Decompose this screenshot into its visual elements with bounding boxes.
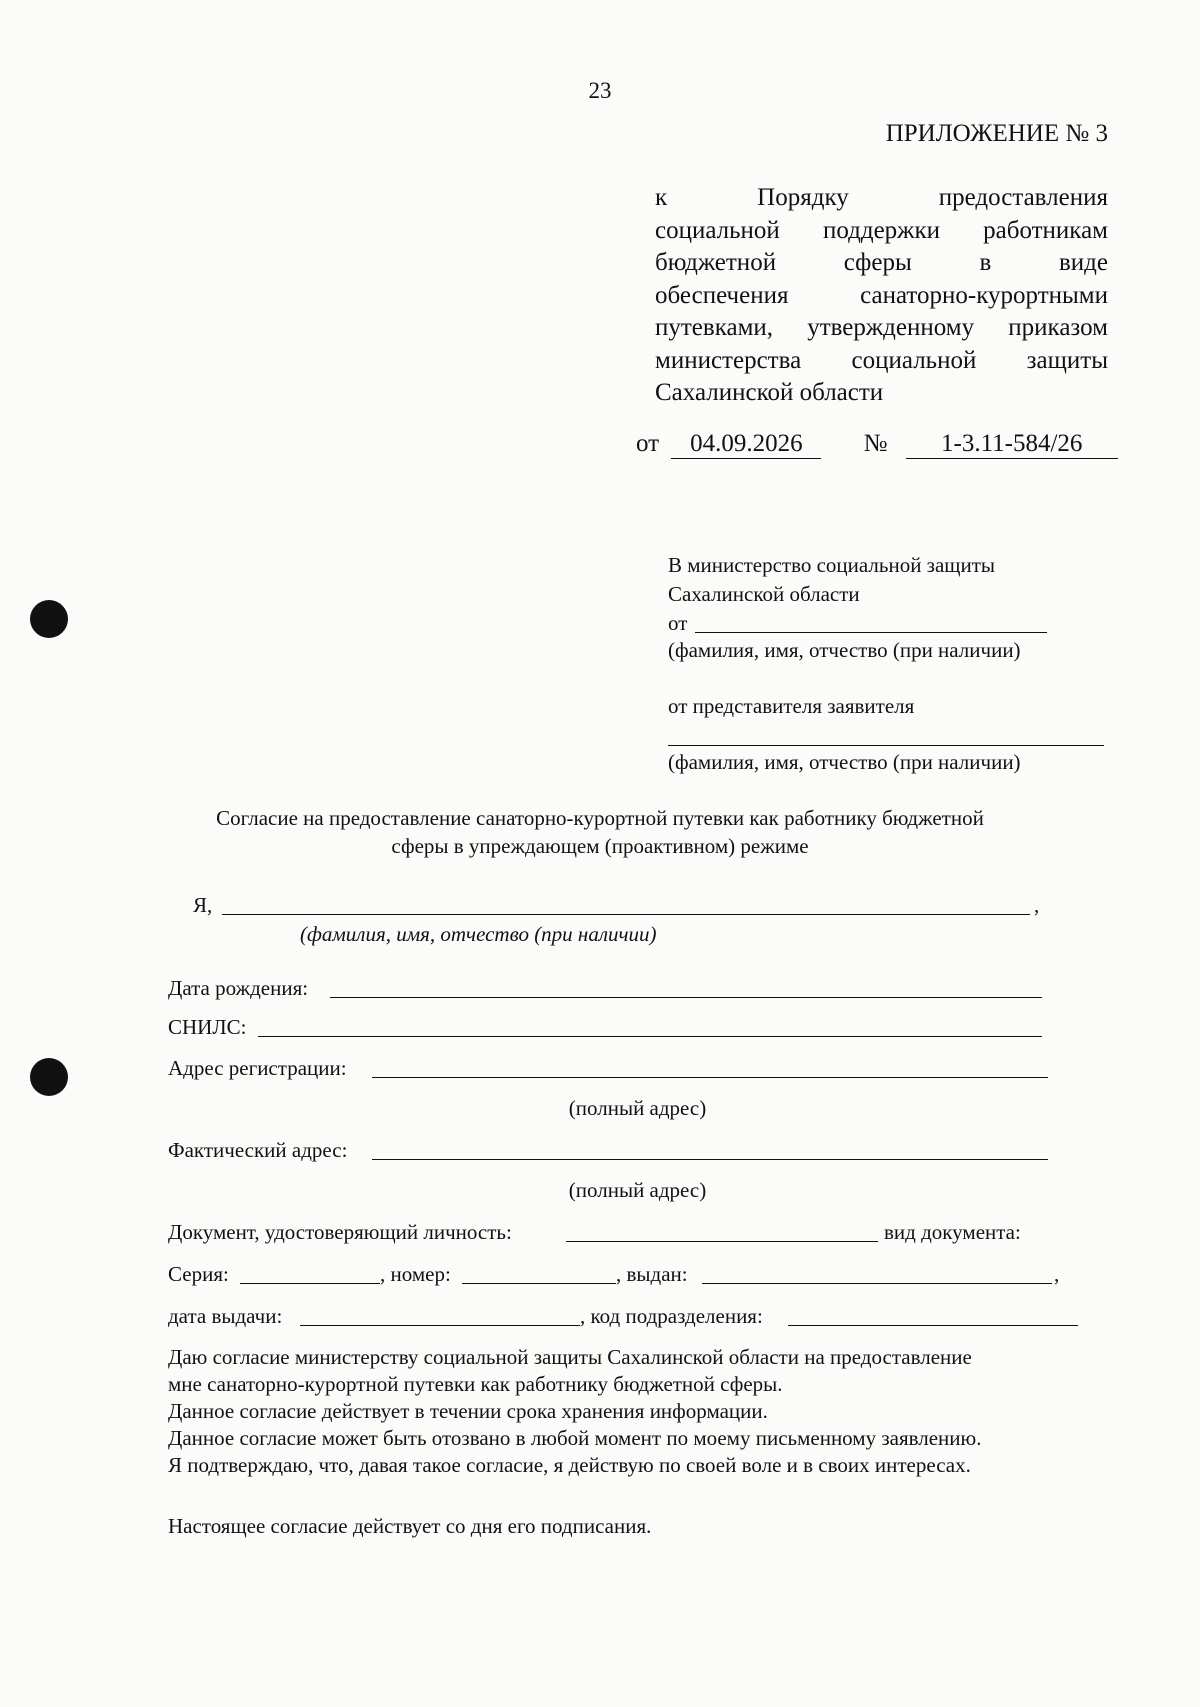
reference-line: социальной поддержки работникам <box>655 216 1108 244</box>
reference-line: Сахалинской области <box>655 379 884 406</box>
subdivision-code-field[interactable] <box>788 1325 1078 1326</box>
consent-title-line2: сферы в упреждающем (проактивном) режиме <box>391 834 809 858</box>
reference-line: обеспечения санаторно-курортными <box>655 281 1108 309</box>
applicant-from-label: от <box>668 611 688 635</box>
page-number: 23 <box>588 78 612 103</box>
issued-by-field[interactable] <box>702 1283 1052 1284</box>
consent-line: Данное согласие действует в течении срока хранения информации. <box>168 1399 768 1423</box>
number-label: , номер: <box>380 1262 451 1286</box>
identity-document-label: Документ, удостоверяющий личность: <box>168 1220 512 1244</box>
registration-address-label: Адрес регистрации: <box>168 1056 347 1080</box>
order-number: 1-3.11-584/26 <box>906 430 1118 459</box>
identity-document-field[interactable] <box>566 1241 878 1242</box>
addressee-line1: В министерство социальной защиты <box>668 553 995 577</box>
consent-line: мне санаторно-курортной путевки как работнику бюджетной сферы. <box>168 1372 783 1396</box>
appendix-reference <box>655 182 1108 410</box>
reference-line: министерства социальной защиты <box>655 346 1108 374</box>
subdivision-code-label: , код подразделения: <box>580 1304 763 1328</box>
birth-date-label: Дата рождения: <box>168 976 309 1000</box>
applicant-name-hint: (фамилия, имя, отчество (при наличии) <box>668 638 1021 662</box>
issued-label: , выдан: <box>616 1262 688 1286</box>
representative-name-field[interactable] <box>668 745 1104 746</box>
issue-date-label: дата выдачи: <box>168 1304 283 1328</box>
registration-address-hint: (полный адрес) <box>568 1096 707 1120</box>
snils-label: СНИЛС: <box>168 1015 247 1039</box>
fio-comma: , <box>1034 893 1040 917</box>
document-type-label: вид документа: <box>884 1220 1021 1244</box>
order-date: 04.09.2026 <box>671 430 821 459</box>
representative-name-hint: (фамилия, имя, отчество (при наличии) <box>668 750 1021 774</box>
snils-field[interactable] <box>258 1036 1042 1037</box>
fio-field[interactable] <box>222 914 1030 915</box>
addressee-line2: Сахалинской области <box>668 582 860 606</box>
order-from-label: от <box>636 430 660 457</box>
actual-address-label: Фактический адрес: <box>168 1138 348 1162</box>
applicant-name-field[interactable] <box>695 632 1047 633</box>
validity-statement: Настоящее согласие действует со дня его подписания. <box>168 1514 652 1538</box>
reference-line: бюджетной сферы в виде <box>655 249 1108 276</box>
number-field[interactable] <box>462 1283 616 1284</box>
birth-date-field[interactable] <box>330 997 1042 998</box>
issue-date-field[interactable] <box>300 1325 580 1326</box>
consent-text <box>168 1344 1108 1479</box>
punch-hole-bottom <box>30 1058 68 1096</box>
order-date-line <box>636 430 1118 459</box>
series-field[interactable] <box>240 1283 380 1284</box>
series-label: Серия: <box>168 1262 229 1286</box>
actual-address-hint: (полный адрес) <box>568 1178 707 1202</box>
order-number-label: № <box>863 430 888 457</box>
actual-address-field[interactable] <box>372 1159 1048 1160</box>
consent-line: Я подтверждаю, что, давая такое согласие, я действую по своей воле и в своих интересах. <box>168 1453 971 1477</box>
consent-line: Данное согласие может быть отозвано в любой момент по моему письменному заявлению. <box>168 1426 982 1450</box>
reference-line: путевками, утвержденному приказом <box>655 314 1108 341</box>
punch-hole-top <box>30 600 68 638</box>
fio-hint: (фамилия, имя, отчество (при наличии) <box>300 922 657 946</box>
appendix-title: ПРИЛОЖЕНИЕ № 3 <box>885 120 1108 147</box>
consent-title-line1: Согласие на предоставление санаторно-курортной путевки как работнику бюджетной <box>216 806 984 830</box>
representative-label: от представителя заявителя <box>668 694 915 718</box>
reference-line: к Порядку предоставления <box>655 184 1108 211</box>
issued-comma: , <box>1054 1262 1060 1286</box>
i-label: Я, <box>193 893 213 917</box>
consent-line: Даю согласие министерству социальной защиты Сахалинской области на предоставление <box>168 1345 972 1369</box>
registration-address-field[interactable] <box>372 1077 1048 1078</box>
